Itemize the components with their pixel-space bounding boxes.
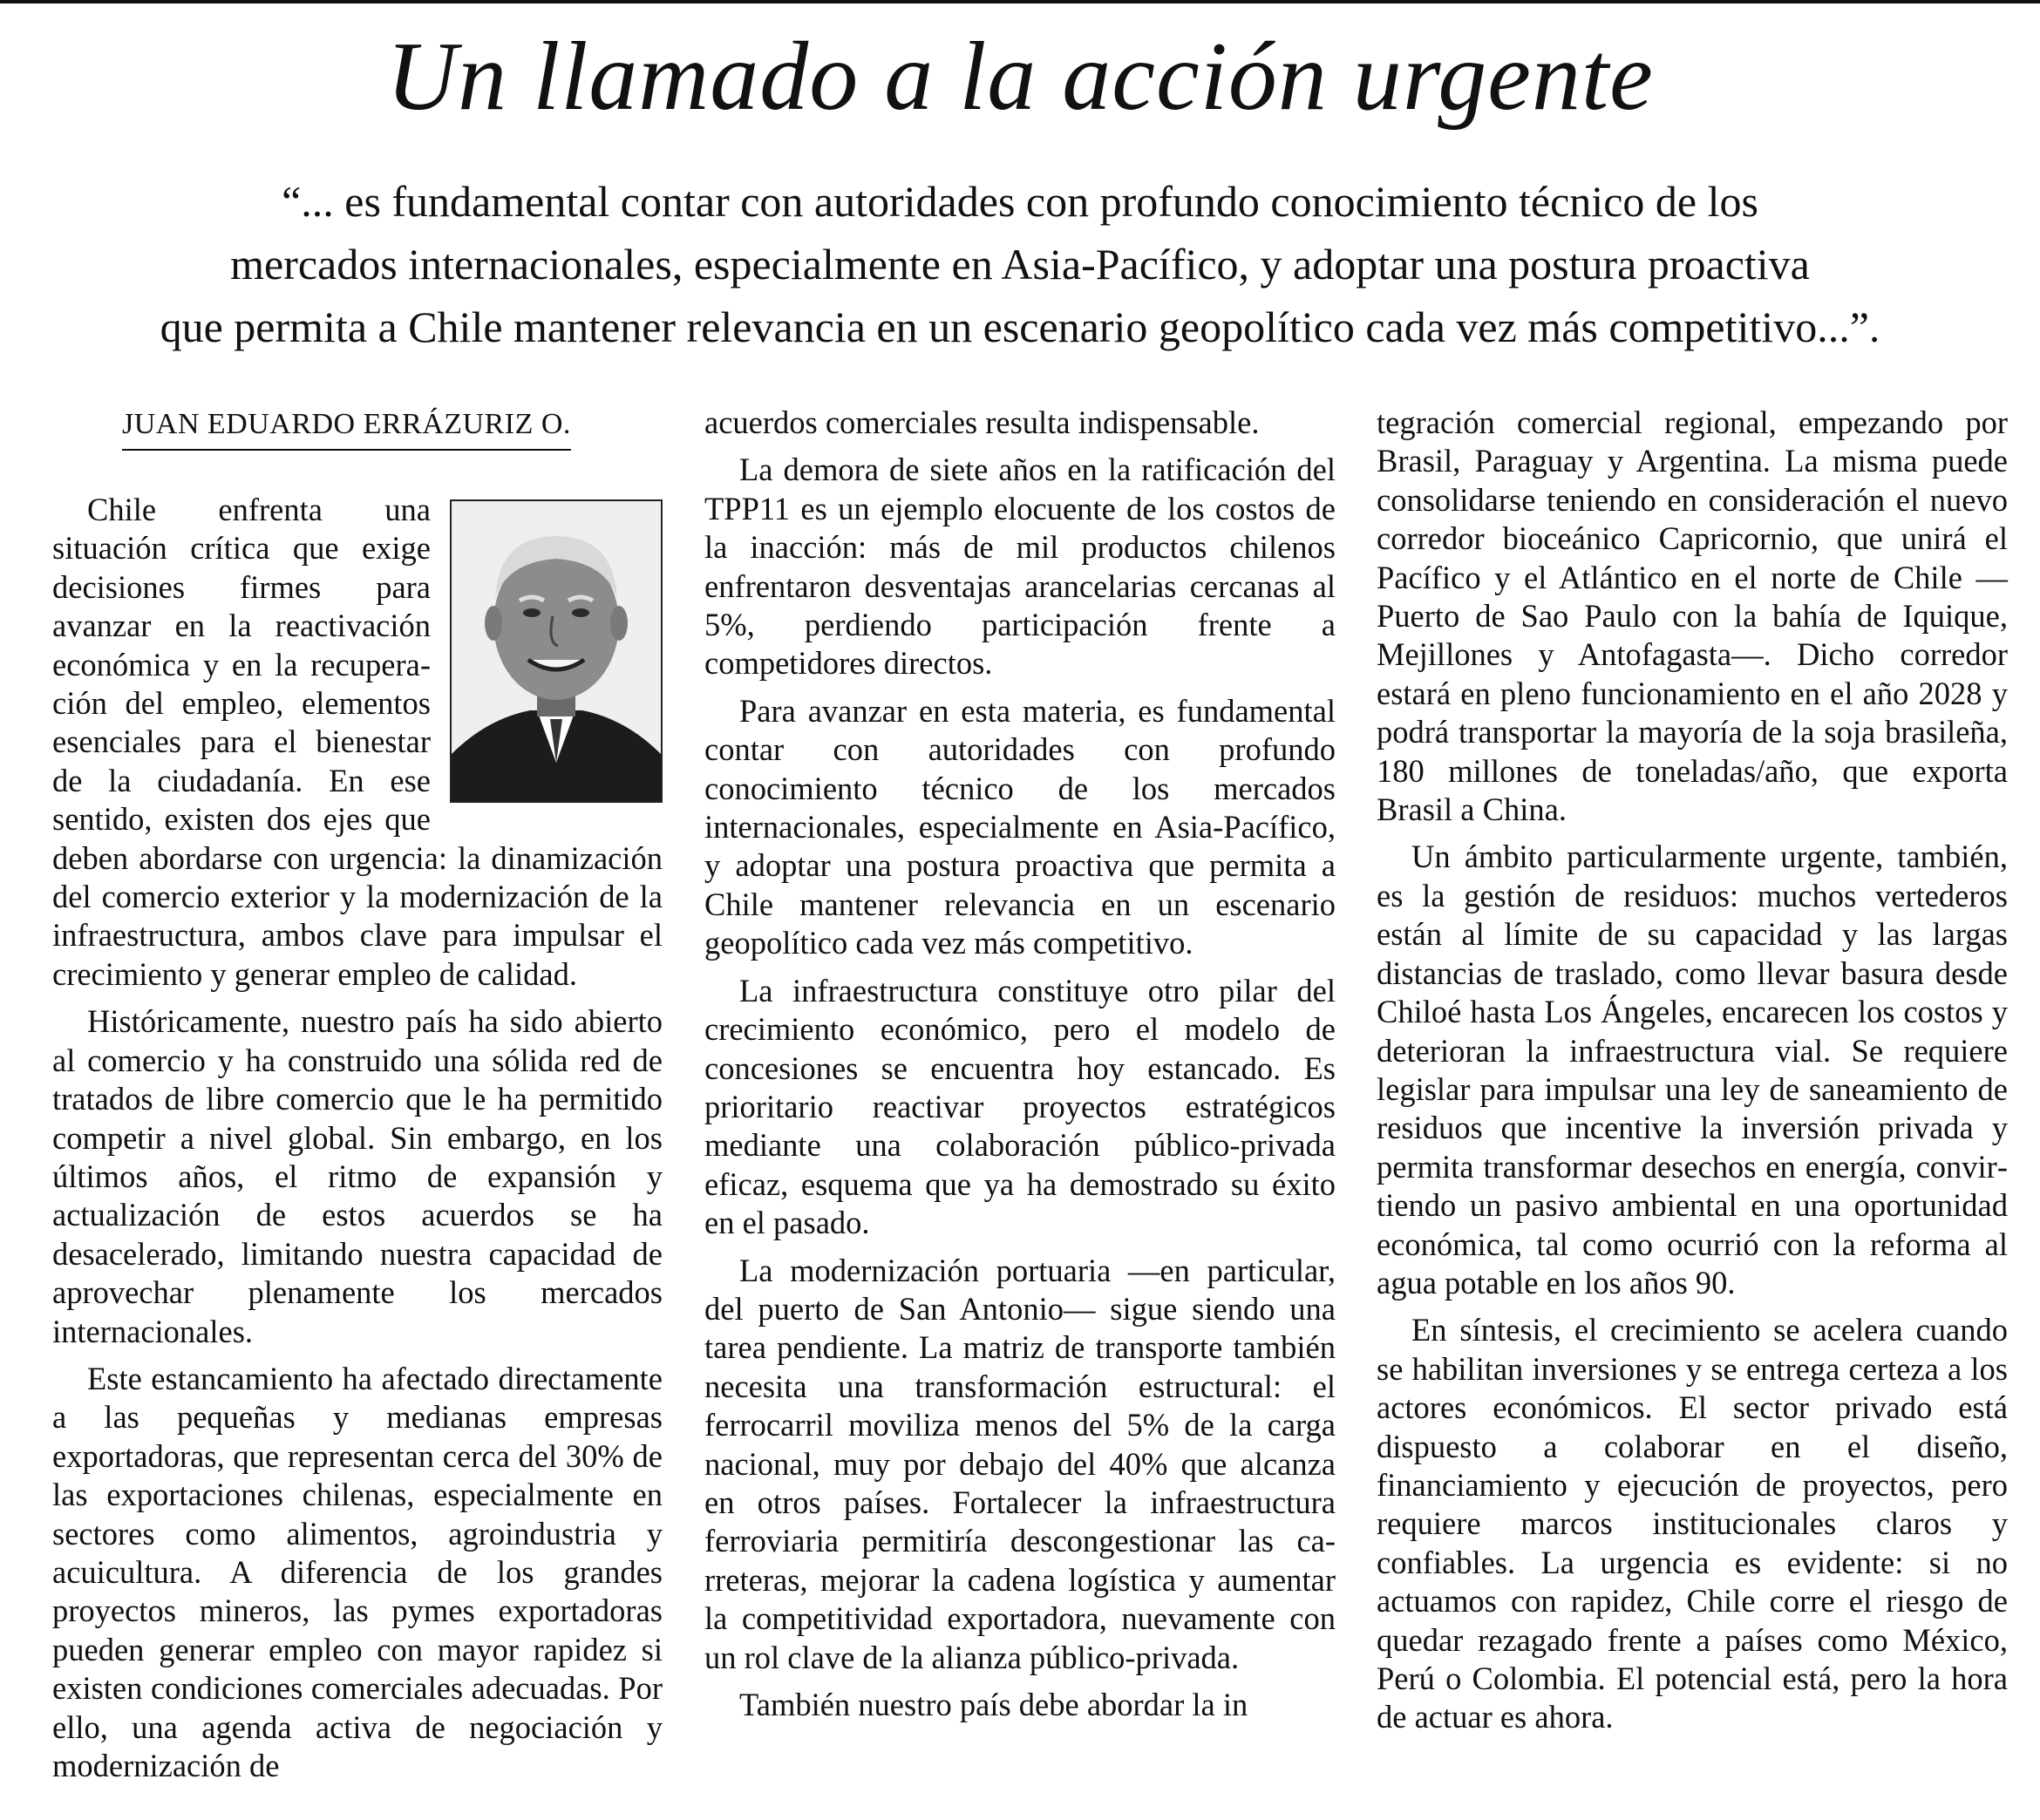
article-column-3	[1377, 404, 2008, 1798]
paragraph: Chile enfrenta una situación crítica que exige decisiones firmes para avanzar en la reactivación económica y en la recuperación del empleo, elementos esenciales para el bienestar de la ciudadanía. En ese sentido, existen dos ejes que deben abordarse con urgencia: la dinamización del comercio exterior y la modernización de la infraestructura, ambos clave para impulsar el crecimiento y generar empleo de calidad.	[52, 492, 663, 992]
byline: JUAN EDUARDO ERRÁZURIZ O.	[122, 405, 571, 451]
paragraph: También nuestro país debe abordar la in	[739, 1687, 1248, 1722]
paragraph: acuerdos comerciales resulta indispensable.	[704, 404, 1260, 440]
headline: Un llamado a la acción urgente	[386, 23, 1654, 131]
paragraph: La infraestructura constituye otro pilar del crecimiento económico, pero el modelo de concesiones se encuentra hoy estancado. Es prioritario reactivar proyectos estratégicos mediante una colaboración público-privada eficaz, esquema que ya ha demostrado su éxito en el pasado.	[704, 972, 1336, 1241]
paragraph: Este estancamiento ha afectado directamente a las pequeñas y medianas empresas exportadoras, que representan cerca del 30% de las exportaciones chilenas, especialmente en sectores como alimentos, agroindustria y acuicultura. A diferencia de los grandes proyectos mineros, las pymes exportadoras pueden generar empleo con mayor rapidez si existen condiciones comerciales adecuadas. Por ello, una agenda activa de negociación y modernización de	[52, 1360, 663, 1783]
paragraph: Históricamente, nuestro país ha sido abierto al comercio y ha construido una sólida red de tratados de libre comercio que le ha permitido competir a nivel global. Sin embargo, en los últimos años, el ritmo de expansión y actualización de estos acuerdos se ha desacelerado, limitando nuestra capacidad de aprovechar plenamente los mercados internacionales.	[52, 1003, 663, 1349]
author-photo	[450, 499, 663, 803]
paragraph: En síntesis, el crecimiento se acelera cuando se habilitan inversiones y se entrega certeza a los actores económicos. El sector privado está dispuesto a colaborar en el diseño, financiamiento y ejecución de proyectos, pero requiere marcos institucionales claros y confiables. La urgencia es evidente: si no actuamos con rapidez, Chile corre el riesgo de quedar rezagado frente a países como México, Perú o Colombia. El potencial está, pero la hora de actuar es ahora.	[1377, 1312, 2008, 1735]
top-rule	[0, 0, 2040, 3]
paragraph: tegración comercial regional, empezando por Brasil, Paraguay y Argentina. La misma puede consolidarse teniendo en consideración el nuevo corredor bioceánico Capricornio, que unirá el Pacífico y el Atlántico en el norte de Chile —Puerto de Sao Paulo con la bahía de Iquique, Mejillones y Antofagasta—. Dicho corredor estará en pleno funcionamiento en el año 2028 y podrá transportar la mayoría de la soja brasileña, 180 millones de toneladas/año, que exporta Brasil a China.	[1377, 404, 2008, 828]
pull-quote-line: “... es fundamental contar con autoridades con profundo conocimiento técnico de los	[282, 177, 1758, 226]
pull-quote-line: mercados internacionales, especialmente en Asia-Pacífico, y adoptar una postura proactiva	[230, 240, 1810, 289]
paragraph: La demora de siete años en la ratificación del TPP11 es un ejemplo elocuente de los costos de la inacción: más de mil productos chilenos enfrentaron desventajas arancelarias cercanas al 5%, perdiendo participación frente a competidores directos.	[704, 452, 1336, 682]
pull-quote-line: que permita a Chile mantener relevancia en un escenario geopolítico cada vez más competitivo...”.	[160, 302, 1880, 351]
article-column-1	[52, 404, 663, 1798]
pull-quote	[52, 170, 1988, 358]
article-column-2	[704, 404, 1336, 1798]
paragraph: Un ámbito particularmente urgente, también, es la gestión de residuos: muchos vertederos están al límite de su capacidad y las largas distancias de traslado, como llevar basura desde Chiloé hasta Los Ángeles, encarecen los costos y deterioran la infraestructura vial. Se requiere legislar para impulsar una ley de saneamiento de residuos que incentive la inversión privada y permita transformar desechos en energía, convirtiendo un pasivo ambiental en una oportunidad económica, tal como ocurrió con la reforma al agua potable en los años 90.	[1377, 839, 2008, 1300]
paragraph: Para avanzar en esta materia, es fundamental contar con autoridades con profundo conocimiento técnico de los mercados internacionales, especialmente en Asia-Pacífico, y adoptar una postura proactiva que permita a Chile mantener relevancia en un escenario geopolítico cada vez más competitivo.	[704, 692, 1336, 961]
author-portrait-icon	[452, 501, 661, 801]
paragraph: La modernización portuaria —en particular, del puerto de San Antonio— sigue siendo una tarea pendiente. La matriz de transporte también necesita una transformación estructural: el ferrocarril moviliza menos del 5% de la carga nacional, muy por debajo del 40% que alcanza en otros países. Fortalecer la infraestructura ferroviaria permitiría descongestionar las carreteras, mejorar la cadena logística y aumentar la competitividad exportadora, nuevamente con un rol clave de la alianza público-privada.	[704, 1252, 1336, 1675]
